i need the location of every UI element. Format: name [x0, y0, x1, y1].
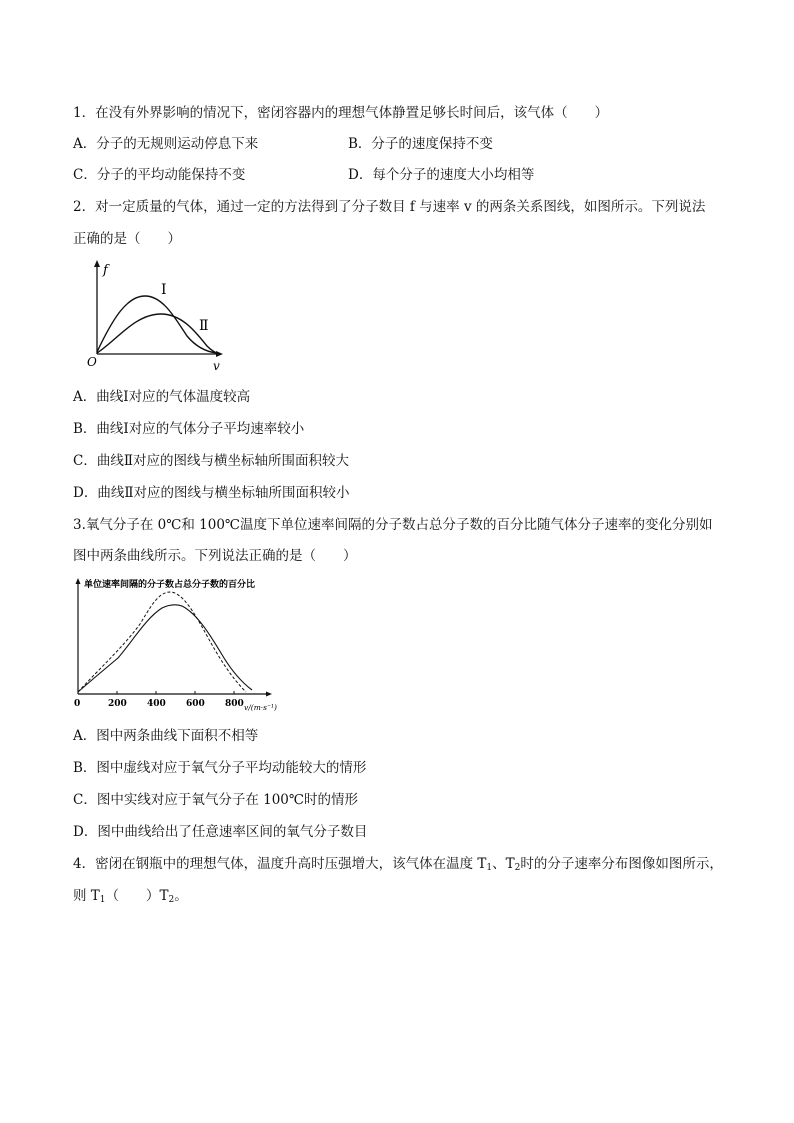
- question-2-stem-line2: 正确的是（ ）: [73, 231, 181, 247]
- question-3-figure: [72, 576, 284, 712]
- q3-x-tick-800: 800: [225, 699, 244, 709]
- question-1-option-a: A．分子的无规则运动停息下来: [73, 136, 259, 152]
- q3-x-tick-400: 400: [147, 699, 166, 709]
- q2-curve-1-label: Ⅰ: [161, 282, 167, 298]
- q4-text-e: （ ）T: [105, 888, 169, 904]
- question-1-option-d: D．每个分子的速度大小均相等: [348, 167, 535, 183]
- q3-x-arrow: [266, 692, 272, 697]
- q3-y-label: 单位速率间隔的分子数占总分子数的百分比: [84, 580, 256, 590]
- q3-origin-label: 0: [74, 699, 81, 709]
- q4-sub-3: 1: [99, 895, 106, 905]
- q2-curve-2-label: Ⅱ: [199, 318, 209, 334]
- question-2-option-c: C．曲线Ⅱ对应的图线与横坐标轴所围面积较大: [73, 453, 350, 469]
- question-3-option-b: B．图中虚线对应于氧气分子平均动能较大的情形: [73, 760, 367, 776]
- q3-curve-solid: [78, 605, 252, 692]
- question-3-option-c: C．图中实线对应于氧气分子在 100℃时的情形: [73, 792, 358, 808]
- question-4-stem-line1: [73, 854, 723, 878]
- question-4-stem-line2: [73, 886, 188, 910]
- q4-text-a: 4．密闭在钢瓶中的理想气体，温度升高时压强增大，该气体在温度 T: [73, 856, 487, 872]
- question-2-option-d: D．曲线Ⅱ对应的图线与横坐标轴所围面积较小: [73, 485, 350, 501]
- question-1-stem: 1．在没有外界影响的情况下，密闭容器内的理想气体静置足够长时间后，该气体（ ）: [73, 105, 609, 121]
- q4-sub-2: 2: [514, 863, 521, 873]
- q3-y-arrow: [76, 578, 81, 584]
- q4-text-b: 、T: [492, 856, 515, 872]
- question-2-option-a: A．曲线Ⅰ对应的气体温度较高: [73, 389, 251, 405]
- question-2-figure: [85, 258, 225, 376]
- question-1-option-b: B．分子的速度保持不变: [348, 136, 493, 152]
- q4-text-d: 则 T: [73, 888, 100, 904]
- question-3-option-d: D．图中曲线给出了任意速率区间的氧气分子数目: [73, 824, 368, 840]
- q3-x-label: v/(m·s⁻¹): [244, 703, 277, 712]
- q4-text-f: 。: [174, 888, 188, 904]
- q3-curve-dashed: [78, 592, 246, 692]
- q4-sub-1: 1: [486, 863, 493, 873]
- question-3-stem-line1: 3.氧气分子在 0℃和 100℃温度下单位速率间隔的分子数占总分子数的百分比随气体分子速率的变化分别如: [73, 517, 713, 533]
- question-3-stem-line2: 图中两条曲线所示。下列说法正确的是（ ）: [73, 548, 357, 564]
- q2-y-label: f: [103, 263, 108, 278]
- q2-y-arrow: [94, 260, 100, 267]
- q2-x-label: v: [213, 359, 220, 373]
- q3-x-tick-200: 200: [108, 699, 127, 709]
- question-3-option-a: A．图中两条曲线下面积不相等: [73, 728, 259, 744]
- q2-origin-label: O: [87, 355, 97, 369]
- q4-text-c: 时的分子速率分布图像如图所示，: [520, 856, 723, 872]
- question-2-stem-line1: 2．对一定质量的气体，通过一定的方法得到了分子数目 f 与速率 v 的两条关系图线，如图所示。下列说法: [73, 199, 706, 215]
- q3-x-tick-600: 600: [186, 699, 205, 709]
- question-2-option-b: B．曲线Ⅰ对应的气体分子平均速率较小: [73, 421, 305, 437]
- q4-sub-4: 2: [168, 895, 175, 905]
- question-1-option-c: C．分子的平均动能保持不变: [73, 167, 246, 183]
